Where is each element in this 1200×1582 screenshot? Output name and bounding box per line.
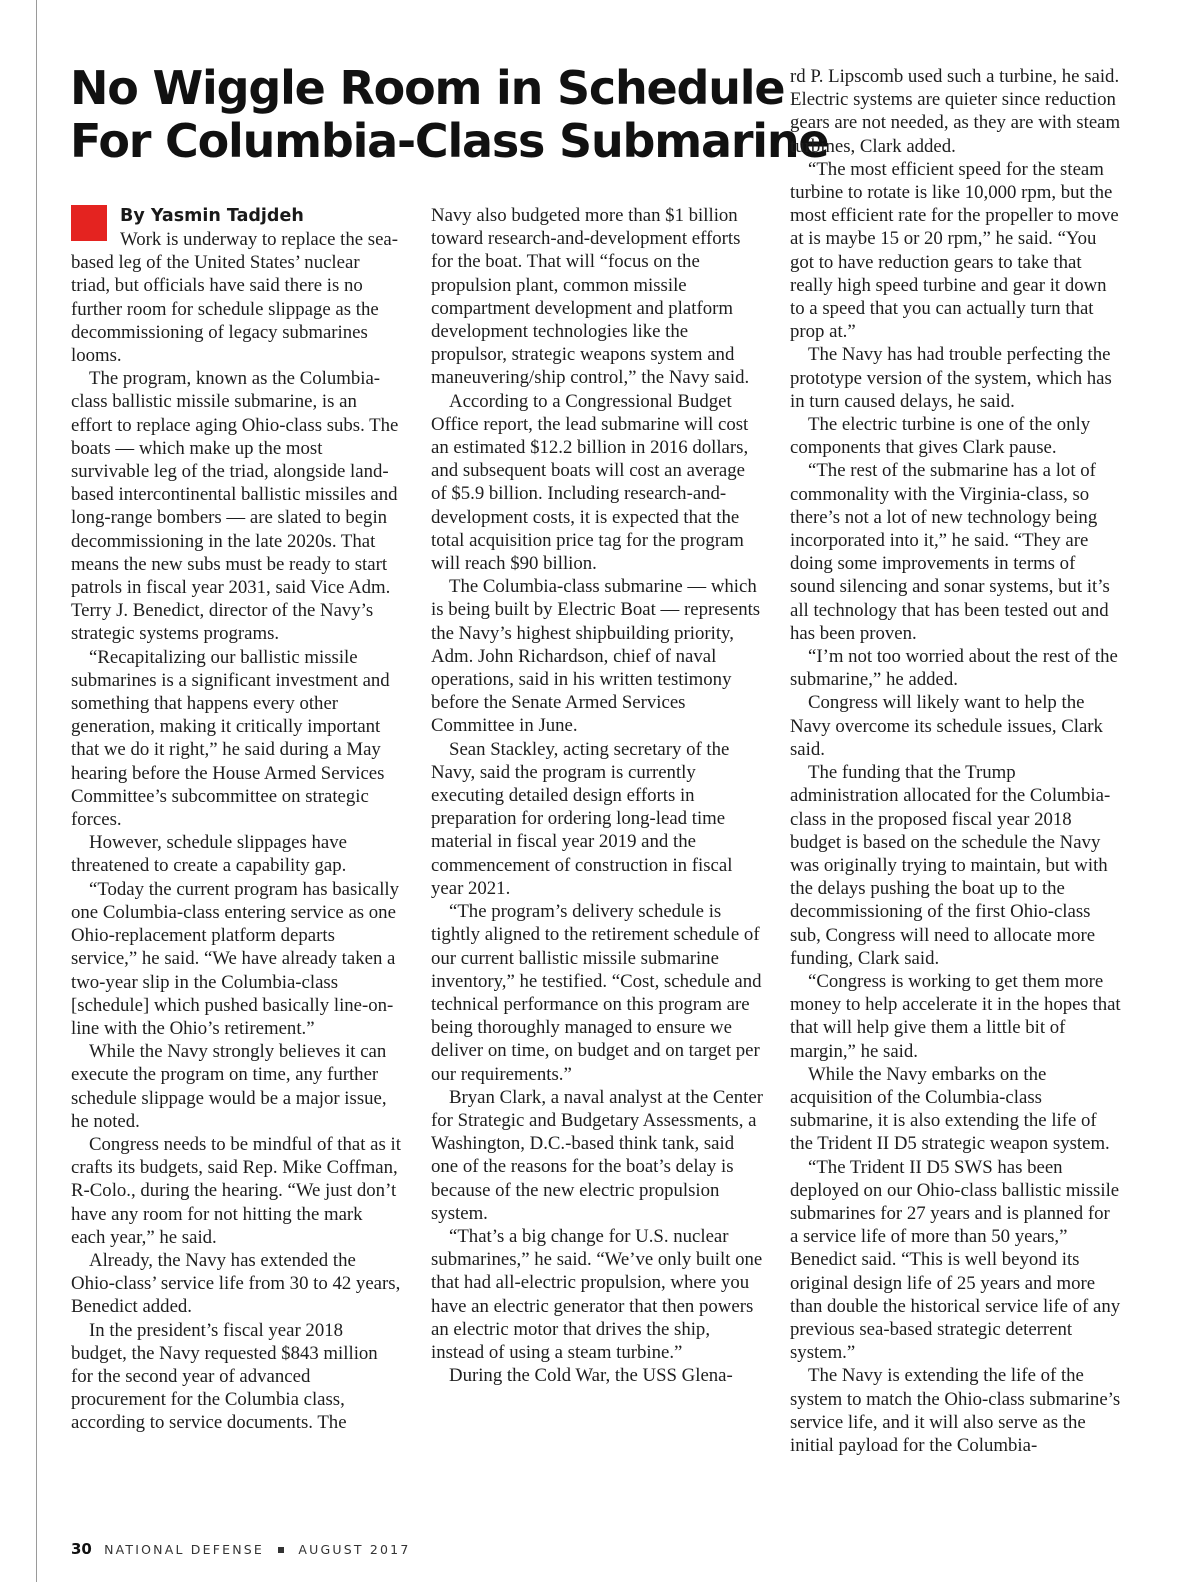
paragraph: While the Navy embarks on the acquisition of the Columbia-class submarine, it is also extending the life of the Trident II D5 strategic weapon system. — [790, 1063, 1110, 1155]
paragraph: Congress will likely want to help the Navy overcome its schedule issues, Clark said. — [790, 692, 1103, 760]
headline-line-2: For Columbia-Class Submarine — [70, 114, 829, 168]
article-column-1 — [71, 204, 401, 1435]
paragraph: The Navy has had trouble perfecting the prototype version of the system, which has in turn caused delays, he said. — [790, 344, 1112, 412]
paragraph: “I’m not too worried about the rest of the submarine,” he added. — [790, 646, 1118, 691]
paragraph: “Today the current program has basically one Columbia-class entering service as one Ohio-replacement platform departs service,” he said. “We have already taken a two-year slip in the Columbia-class [schedule] which pushed basically line-on-line with the Ohio’s retirement.” — [71, 878, 400, 1039]
paragraph: While the Navy strongly believes it can execute the program on time, any further schedule slippage would be a major issue, he noted. — [71, 1041, 387, 1132]
paragraph: According to a Congressional Budget Office report, the lead submarine will cost an estimated $12.2 billion in 2016 dollars, and subsequent boats will cost an average of $5.9 billion. Including research-and-development costs, it is expected that the total acquisition price tag for the program will reach $90 billion. — [431, 390, 749, 575]
paragraph: Sean Stackley, acting secretary of the Navy, said the program is currently executing detailed design efforts in preparation for ordering long-lead time material in fiscal year 2019 and the commencement of construction in fiscal year 2021. — [431, 738, 733, 899]
article-column-3 — [790, 65, 1122, 1457]
byline-row — [71, 205, 401, 228]
paragraph: “The program’s delivery schedule is tightly aligned to the retirement schedule of our current ballistic missile submarine inventory,” he testified. “Cost, schedule and technical performance on this program are being thoroughly managed to ensure we deliver on time, on budget and on target per our requirements.” — [431, 901, 762, 1085]
byline: By Yasmin Tadjdeh — [120, 206, 304, 226]
page-spine-rule — [36, 0, 37, 1582]
paragraph: “The Trident II D5 SWS has been deployed on our Ohio-class ballistic missile submarines for 27 years and is planned for a service life of more than 50 years,” Benedict said. “This is well beyond its original design life of 25 years and more than double the historical service life of any previous sea-based strategic deterrent system.” — [790, 1156, 1121, 1364]
paragraph: The Navy is extending the life of the system to match the Ohio-class submarine’s service life, and it will also serve as the initial payload for the Columbia- — [790, 1365, 1121, 1456]
paragraph: “The rest of the submarine has a lot of commonality with the Virginia-class, so there’s not a lot of new technology being incorporated into it,” he said. “They are doing some improvements in terms of sound silencing and sonar systems, but it’s all technology that has been tested out and has been proven. — [790, 460, 1110, 644]
paragraph: The program, known as the Columbia-class ballistic missile submarine, is an effort to replace aging Ohio-class subs. The boats — which make up the most survivable leg of the triad, alongside land-based intercontinental ballistic missiles and long-range bombers — are slated to begin decommissioning in the late 2020s. That means the new subs must be ready to start patrols in fiscal year 2031, said Vice Adm. Terry J. Benedict, director of the Navy’s strategic systems programs. — [71, 368, 399, 645]
issue-date: AUGUST 2017 — [298, 1542, 411, 1557]
paragraph: Work is underway to replace the sea-based leg of the United States’ nuclear triad, but officials have said there is no further room for schedule slippage as the decommissioning of legacy submarines looms. — [71, 229, 399, 367]
publication-name: NATIONAL DEFENSE — [104, 1542, 264, 1557]
paragraph: Bryan Clark, a naval analyst at the Center for Strategic and Budgetary Assessments, a Washington, D.C.-based think tank, said one of the reasons for the boat’s delay is because of the new electric propulsion system. — [431, 1086, 763, 1224]
paragraph: Congress needs to be mindful of that as it crafts its budgets, said Rep. Mike Coffman, R-Colo., during the hearing. “We just don’t have any room for not hitting the mark each year,” he said. — [71, 1133, 401, 1248]
paragraph: The Columbia-class submarine — which is being built by Electric Boat — represents the Navy’s highest shipbuilding priority, Adm. John Richardson, chief of naval operations, said in his written testimony before the Senate Armed Services Committee in June. — [431, 576, 761, 737]
footer-separator-square — [278, 1547, 284, 1553]
paragraph: However, schedule slippages have threatened to create a capability gap. — [71, 832, 347, 877]
paragraph: The electric turbine is one of the only components that gives Clark pause. — [790, 414, 1091, 459]
paragraph: In the president’s fiscal year 2018 budget, the Navy requested $843 million for the second year of advanced procurement for the Columbia class, according to service documents. The — [71, 1319, 378, 1434]
section-marker-square — [71, 205, 107, 241]
article-headline — [70, 61, 829, 168]
paragraph: “The most efficient speed for the steam turbine to rotate is like 10,000 rpm, but the most efficient rate for the propeller to move at is maybe 15 or 20 rpm,” he said. “You got to have reduction gears to take that really high speed turbine and gear it down to a speed that you can actually turn that prop at.” — [790, 158, 1119, 343]
paragraph: “That’s a big change for U.S. nuclear submarines,” he said. “We’ve only built one that had all-electric propulsion, where you have an electric generator that then powers an electric motor that drives the ship, instead of using a steam turbine.” — [431, 1225, 763, 1363]
paragraph: The funding that the Trump administration allocated for the Columbia-class in the proposed fiscal year 2018 budget is based on the schedule the Navy was originally trying to maintain, but with the delays pushing the boat up to the decommissioning of the first Ohio-class sub, Congress will need to allocate more funding, Clark said. — [790, 762, 1111, 969]
page-footer — [71, 1540, 410, 1558]
headline-line-1: No Wiggle Room in Schedule — [70, 61, 785, 115]
paragraph: During the Cold War, the USS Glena- — [449, 1365, 733, 1387]
paragraph: Navy also budgeted more than $1 billion toward research-and-development efforts for the boat. That will “focus on the propulsion plant, common missile compartment development and platform development technologies like the propulsor, strategic weapons system and maneuvering/ship control,” the Navy said. — [431, 205, 750, 389]
paragraph: rd P. Lipscomb used such a turbine, he said. Electric systems are quieter since reduction gears are not needed, as they are with steam turbines, Clark added. — [790, 66, 1121, 157]
page-number: 30 — [71, 1540, 92, 1558]
paragraph: “Congress is working to get them more money to help accelerate it in the hopes that that will help give them a little bit of margin,” he said. — [790, 970, 1121, 1062]
paragraph: “Recapitalizing our ballistic missile submarines is a significant investment and something that happens every other generation, making it critically important that we do it right,” he said during a May hearing before the House Armed Services Committee’s subcommittee on strategic forces. — [71, 646, 390, 831]
paragraph: Already, the Navy has extended the Ohio-class’ service life from 30 to 42 years, Benedict added. — [71, 1249, 401, 1318]
article-column-2 — [431, 204, 763, 1387]
